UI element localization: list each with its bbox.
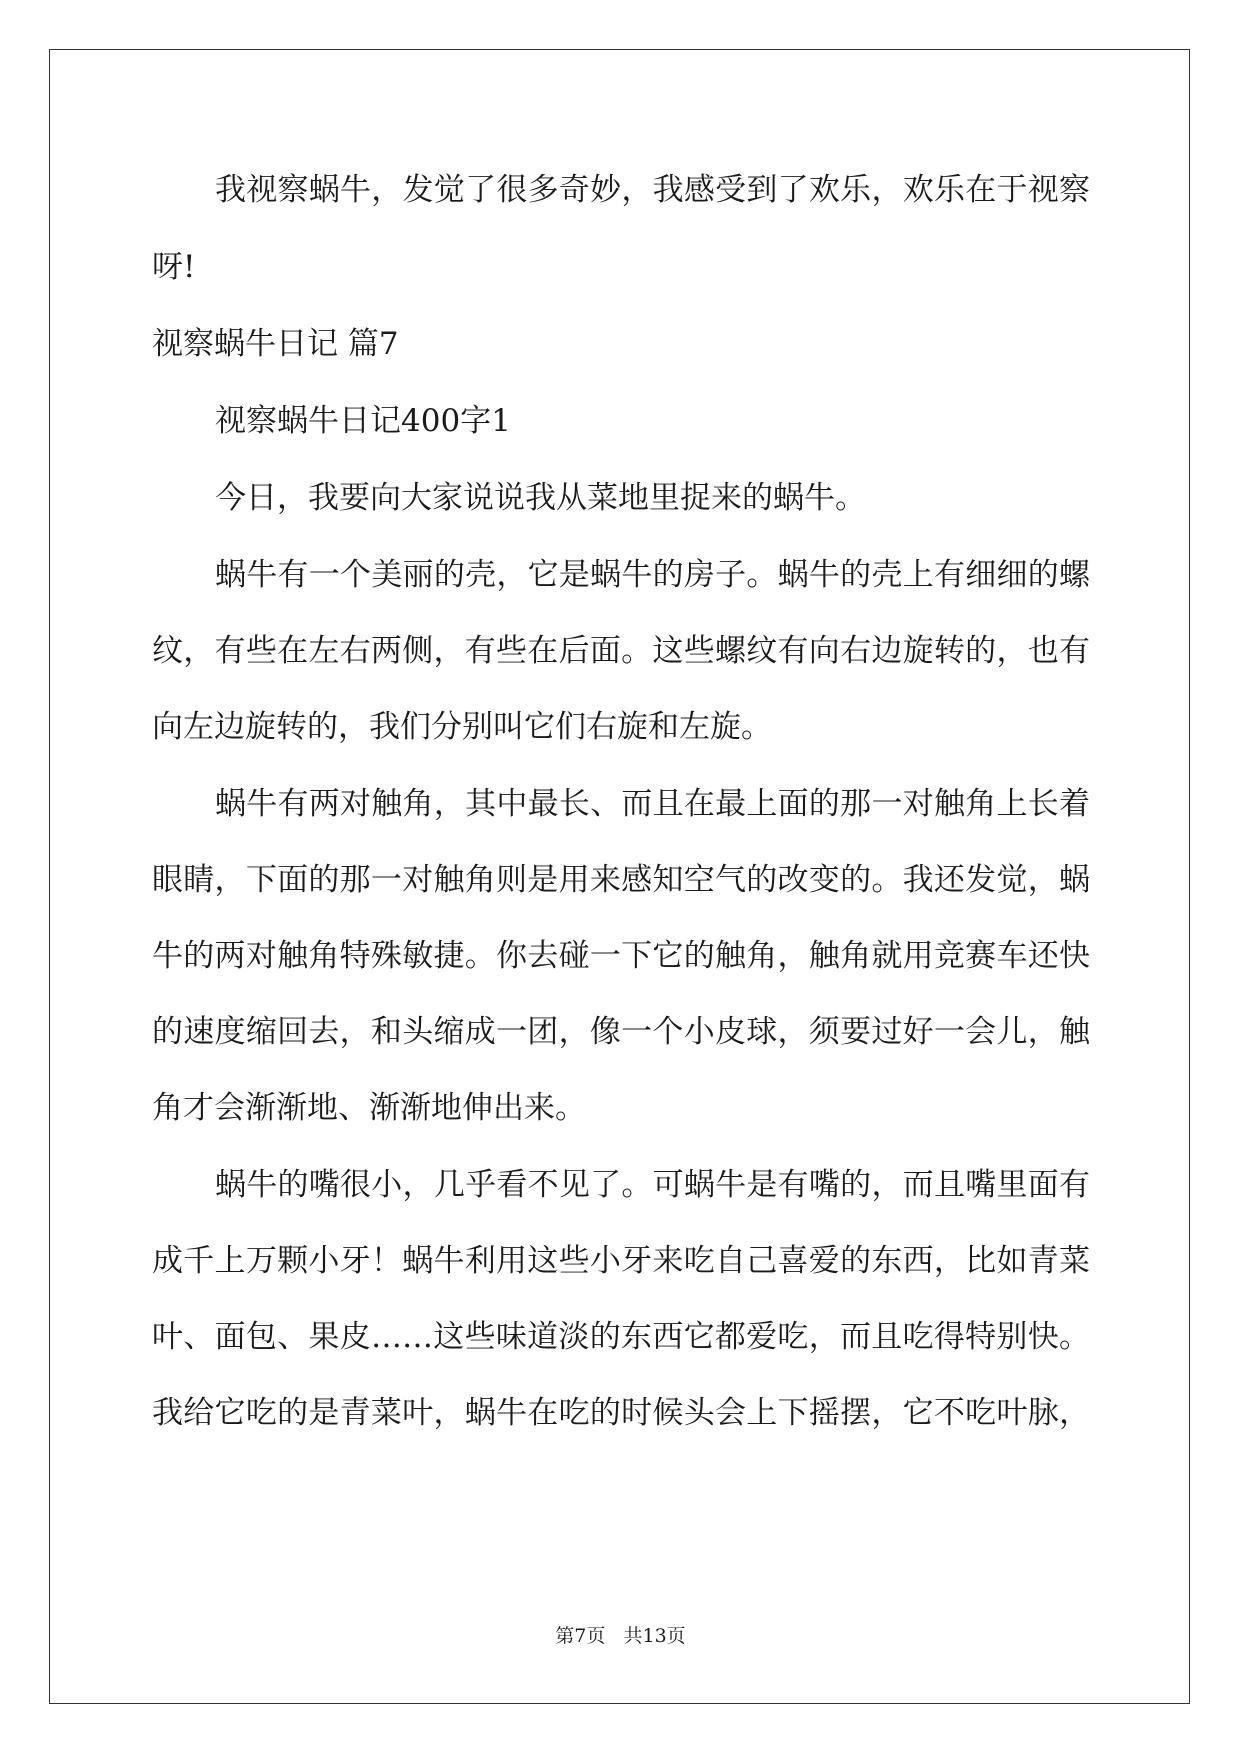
paragraph-5-line-3: 叶、面包、果皮……这些味道淡的东西它都爱吃，而且吃得特别快。: [152, 1319, 1090, 1355]
paragraph-4-line-1: 蜗牛有两对触角，其中最长、而且在最上面的那一对触角上长着: [215, 786, 1090, 822]
section-heading: 视察蜗牛日记 篇7: [152, 326, 399, 362]
paragraph-4-line-4: 的速度缩回去，和头缩成一团，像一个小皮球，须要过好一会儿，触: [152, 1014, 1090, 1050]
page-number-footer: 第7页 共13页: [555, 1625, 686, 1647]
paragraph-1-line-1: 我视察蜗牛，发觉了很多奇妙，我感受到了欢乐，欢乐在于视察: [215, 172, 1090, 208]
paragraph-4-line-3: 牛的两对触角特殊敏捷。你去碰一下它的触角，触角就用竞赛车还快: [152, 938, 1090, 974]
paragraph-5-line-2: 成千上万颗小牙！蜗牛利用这些小牙来吃自己喜爱的东西，比如青菜: [152, 1243, 1090, 1279]
paragraph-3-line-1: 蜗牛有一个美丽的壳，它是蜗牛的房子。蜗牛的壳上有细细的螺: [215, 557, 1090, 593]
paragraph-5-line-1: 蜗牛的嘴很小，几乎看不见了。可蜗牛是有嘴的，而且嘴里面有: [215, 1167, 1090, 1203]
paragraph-4-line-5: 角才会渐渐地、渐渐地伸出来。: [152, 1090, 586, 1126]
paragraph-1-line-2: 呀!: [152, 249, 196, 285]
paragraph-4-line-2: 眼睛，下面的那一对触角则是用来感知空气的改变的。我还发觉，蜗: [152, 862, 1090, 898]
subheading: 视察蜗牛日记400字1: [215, 403, 511, 439]
paragraph-3-line-2: 纹，有些在左右两侧，有些在后面。这些螺纹有向右边旋转的，也有: [152, 633, 1090, 669]
paragraph-5-line-4: 我给它吃的是青菜叶，蜗牛在吃的时候头会上下摇摆，它不吃叶脉，: [152, 1395, 1090, 1431]
paragraph-2-line-1: 今日，我要向大家说说我从菜地里捉来的蜗牛。: [215, 480, 866, 516]
paragraph-3-line-3: 向左边旋转的，我们分别叫它们右旋和左旋。: [152, 709, 772, 745]
